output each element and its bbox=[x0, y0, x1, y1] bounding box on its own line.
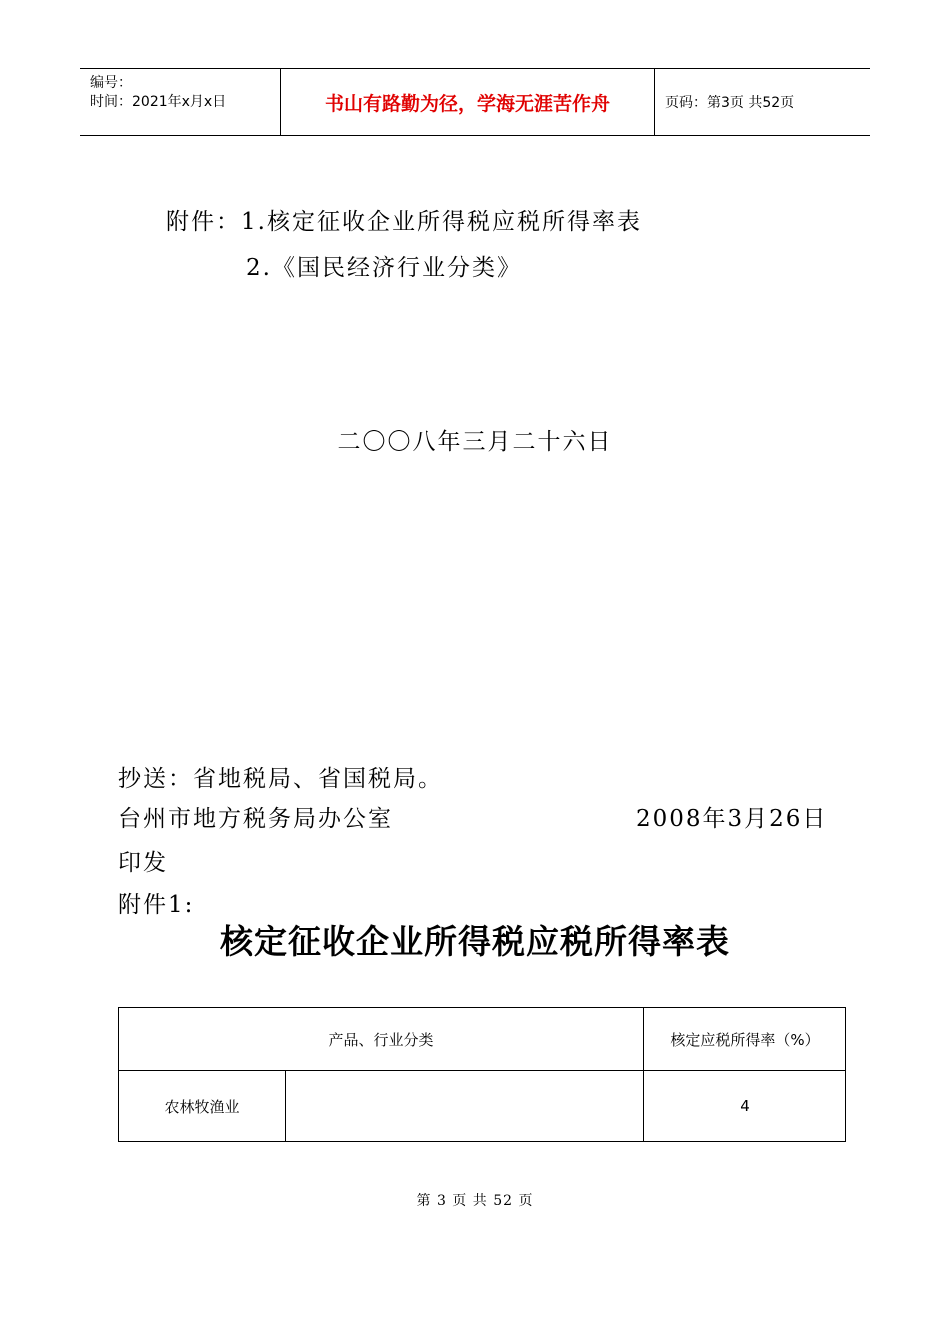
header-motto: 书山有路勤为径，学海无涯苦作舟 bbox=[281, 69, 655, 135]
page-footer: 第 3 页 共 52 页 bbox=[416, 1193, 534, 1209]
document-date: 二〇〇八年三月二十六日 bbox=[337, 429, 613, 455]
row-category: 农林牧渔业 bbox=[164, 1097, 240, 1116]
header-meta bbox=[80, 69, 281, 135]
row-subcategory bbox=[285, 1070, 643, 1142]
document-title: 核定征收企业所得税应税所得率表 bbox=[220, 922, 730, 961]
cc-line: 抄送：省地税局、省国税局。 bbox=[118, 766, 443, 792]
code-label: 编号： bbox=[90, 75, 132, 91]
header-page-label: 页码：第3页 共52页 bbox=[665, 95, 795, 111]
attachment-1-label: 附件1: bbox=[118, 892, 195, 918]
header-category: 产品、行业分类 bbox=[328, 1030, 434, 1049]
issued-label: 印发 bbox=[118, 850, 168, 876]
page-header bbox=[80, 68, 870, 136]
time-label: 时间：2021年x月x日 bbox=[90, 94, 227, 110]
attachment-line-2: 2.《国民经济行业分类》 bbox=[246, 255, 522, 281]
issuer-office: 台州市地方税务局办公室 bbox=[118, 806, 393, 832]
row-rate: 4 bbox=[740, 1097, 750, 1115]
attachment-line-1: 附件：1.核定征收企业所得税应税所得率表 bbox=[166, 209, 642, 235]
header-rate: 核定应税所得率（%） bbox=[670, 1030, 820, 1049]
issue-date: 2008年3月26日 bbox=[636, 806, 828, 832]
rate-table bbox=[118, 1007, 846, 1142]
